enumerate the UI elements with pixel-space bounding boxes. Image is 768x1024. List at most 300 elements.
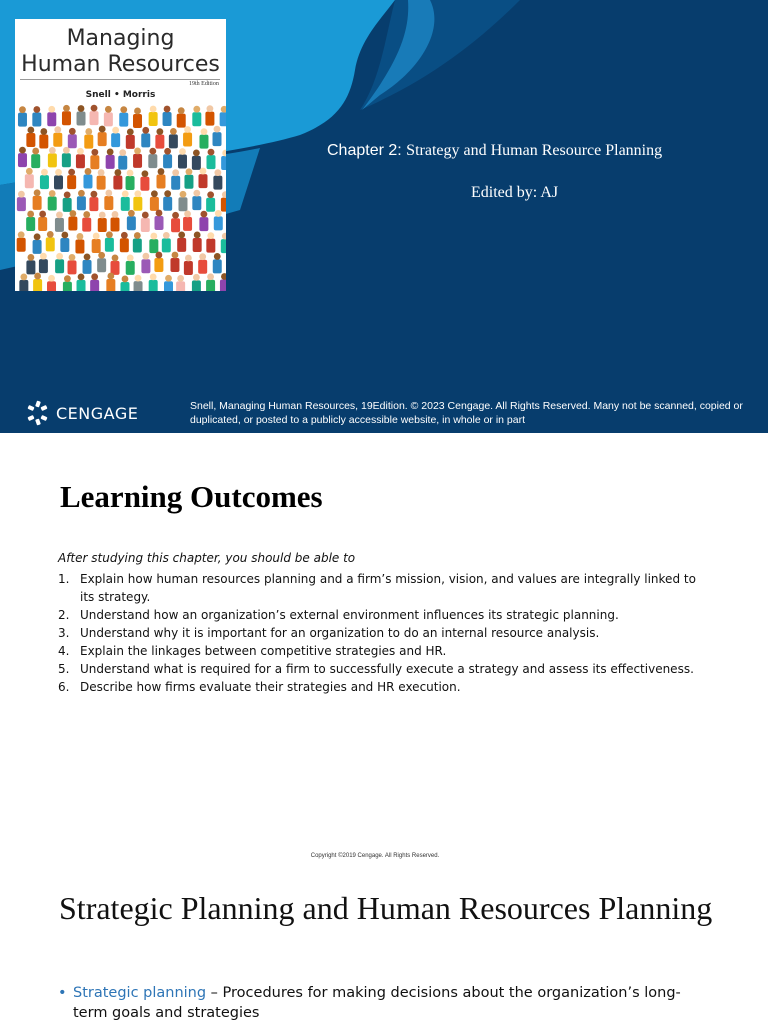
crowd-person-head [193, 106, 200, 113]
chapter-title [327, 142, 662, 160]
crowd-person-body [133, 154, 142, 168]
slide1-copyright: Snell, Managing Human Resources, 19Edition. © 2023 Cengage. All Rights Reserved. Many not be scanned, copied or duplicated, or posted to a publicly accessible website, in whole or in part [190, 400, 743, 426]
crowd-person-body [118, 156, 127, 170]
crowd-person-body [154, 258, 163, 272]
list-item-number: 6. [58, 680, 70, 694]
list-item-text: Understand why it is important for an organization to do an internal resource analysis. [80, 626, 600, 640]
crowd-person-head [156, 128, 163, 135]
crowd-person-body [68, 216, 77, 230]
crowd-person-body [163, 112, 172, 126]
crowd-person-head [150, 233, 157, 240]
crowd-person-body [113, 176, 122, 190]
crowd-person-body [163, 154, 172, 168]
crowd-person-head [49, 190, 56, 197]
book-cover [15, 19, 226, 291]
crowd-person-head [119, 149, 126, 156]
crowd-person-body [214, 216, 223, 230]
crowd-person-head [127, 128, 134, 135]
crowd-person-head [165, 275, 172, 282]
crowd-person-head [184, 126, 191, 133]
crowd-person-head [164, 106, 171, 113]
crowd-person-head [41, 169, 48, 176]
crowd-person-head [142, 170, 149, 177]
bullet-point [58, 983, 713, 1023]
crowd-person-body [141, 133, 150, 147]
crowd-person-body [171, 218, 180, 232]
list-item-number: 3. [58, 626, 70, 640]
crowd-person-head [164, 190, 171, 197]
crowd-person-head [194, 232, 201, 239]
crowd-person-head [170, 128, 177, 135]
crowd-person-body [140, 177, 149, 191]
crowd-person-body [141, 218, 150, 232]
crowd-person-head [172, 252, 179, 259]
learning-outcomes-slide [0, 433, 768, 866]
crowd-person-body [221, 156, 226, 170]
crowd-person-body [171, 176, 180, 190]
book-title-line2: Human Resources [21, 52, 220, 77]
crowd-person-body [82, 218, 91, 232]
crowd-person-body [164, 281, 173, 291]
crowd-person-head [20, 274, 27, 281]
crowd-person-head [120, 106, 127, 113]
crowd-person-head [128, 210, 135, 217]
crowd-person-body [47, 281, 56, 291]
crowd-person-body [106, 155, 115, 169]
crowd-person-body [220, 112, 226, 126]
outcomes-intro: After studying this chapter, you should be able to [58, 551, 356, 565]
crowd-person-head [19, 106, 26, 113]
crowd-person-body [62, 111, 71, 125]
crowd-person-head [150, 273, 157, 280]
crowd-person-head [208, 149, 215, 156]
crowd-person-head [63, 147, 70, 154]
bullet-icon: • [58, 985, 67, 1001]
crowd-person-head [49, 147, 56, 154]
crowd-person-body [54, 175, 63, 189]
crowd-person-body [68, 260, 77, 274]
crowd-person-body [162, 238, 171, 252]
crowd-person-body [63, 198, 72, 212]
crowd-person-head [156, 210, 163, 217]
crowd-person-body [133, 114, 142, 128]
crowd-person-body [83, 260, 92, 274]
crowd-person-body [155, 216, 164, 230]
crowd-person-body [18, 113, 27, 127]
crowd-person-body [39, 135, 48, 149]
crowd-person-body [46, 237, 55, 251]
crowd-person-head [214, 126, 221, 133]
crowd-person-body [111, 217, 120, 231]
crowd-person-head [127, 254, 134, 261]
bullet-term: Strategic planning [73, 985, 207, 1001]
crowd-person-body [126, 176, 135, 190]
crowd-person-body [126, 261, 135, 275]
crowd-person-head [33, 106, 40, 113]
crowd-person-body [155, 135, 164, 149]
crowd-person-body [221, 239, 226, 253]
crowd-person-head [77, 148, 84, 155]
crowd-person-head [64, 191, 71, 198]
crowd-person-head [215, 210, 222, 217]
crowd-person-body [192, 112, 201, 126]
crowd-person-head [34, 273, 41, 280]
crowd-person-body [149, 239, 158, 253]
crowd-person-body [98, 132, 107, 146]
cengage-logo-text: CENGAGE [56, 404, 139, 423]
crowd-person-body [31, 154, 40, 168]
crowd-person-head [178, 107, 185, 114]
crowd-person-head [193, 150, 200, 157]
book-cover-title [15, 26, 226, 78]
crowd-person-head [200, 211, 207, 218]
crowd-person-body [183, 217, 192, 231]
crowd-person-head [48, 275, 55, 282]
crowd-person-head [112, 127, 119, 134]
crowd-person-body [220, 280, 226, 291]
crowd-person-head [114, 169, 121, 176]
list-item-text: Explain the linkages between competitive strategies and HR. [80, 644, 447, 658]
crowd-person-head [149, 148, 156, 155]
crowd-person-head [55, 169, 62, 176]
crowd-person-body [40, 175, 49, 189]
crowd-person-head [32, 148, 39, 155]
outcomes-list [58, 570, 708, 696]
crowd-person-body [134, 281, 143, 291]
crowd-person-body [183, 132, 192, 146]
book-title-line1: Managing [66, 26, 175, 51]
crowd-person-head [143, 253, 150, 260]
crowd-person-head [134, 232, 141, 239]
crowd-person-body [199, 217, 208, 231]
crowd-person-body [84, 135, 93, 149]
crowd-person-body [213, 176, 222, 190]
crowd-person-head [39, 211, 46, 218]
chapter-name: Strategy and Human Resource Planning [406, 142, 663, 159]
crowd-person-body [55, 218, 64, 232]
crowd-person-head [150, 106, 157, 113]
crowd-person-body [176, 281, 185, 291]
crowd-person-head [158, 168, 165, 175]
crowd-person-body [198, 260, 207, 274]
crowd-person-body [26, 217, 35, 231]
edited-by: Edited by: AJ [471, 184, 559, 201]
crowd-person-head [98, 252, 105, 259]
crowd-person-body [38, 217, 47, 231]
crowd-person-head [177, 275, 184, 282]
crowd-person-head [185, 255, 192, 262]
crowd-person-body [104, 112, 113, 126]
crowd-person-head [105, 190, 112, 197]
crowd-person-head [40, 128, 47, 135]
crowd-person-body [184, 261, 193, 275]
crowd-person-head [47, 231, 54, 238]
crowd-person-head [69, 210, 76, 217]
crowd-person-head [83, 211, 90, 218]
crowd-person-body [33, 240, 42, 254]
crowd-person-body [92, 239, 101, 253]
crowd-person-body [26, 133, 35, 147]
crowd-person-head [91, 273, 98, 280]
slide2-copyright: Copyright ©2019 Cengage. All Rights Reserved. [310, 853, 440, 859]
crowd-person-head [112, 255, 119, 262]
crowd-person-head [184, 211, 191, 218]
crowd-person-body [90, 280, 99, 291]
crowd-person-body [199, 135, 208, 149]
crowd-person-body [126, 135, 135, 149]
crowd-person-body [25, 174, 34, 188]
list-item-number: 2. [58, 608, 70, 622]
crowd-person-head [68, 169, 75, 176]
crowd-person-body [120, 282, 129, 291]
crowd-person-body [206, 198, 215, 212]
crowd-person-body [119, 113, 128, 127]
bullet-text: – Procedures for making decisions about the organization’s long-term goals and strategies [73, 985, 681, 1021]
crowd-person-head [78, 105, 85, 112]
crowd-person-head [27, 211, 34, 218]
crowd-person-body [48, 196, 57, 210]
crowd-person-head [107, 273, 114, 280]
crowd-person-body [48, 153, 57, 167]
crowd-person-head [163, 232, 170, 239]
crowd-person-head [107, 149, 114, 156]
crowd-person-body [18, 153, 27, 167]
crowd-person-body [105, 238, 114, 252]
crowd-person-head [127, 170, 134, 177]
crowd-person-body [77, 280, 86, 291]
list-item-text: Describe how firms evaluate their strategies and HR execution. [80, 680, 461, 694]
crowd-person-body [205, 112, 214, 126]
crowd-person-head [164, 148, 171, 155]
crowd-person-head [178, 231, 185, 238]
cengage-logo-icon [26, 400, 50, 426]
crowd-person-head [85, 168, 92, 175]
list-item-text: Understand what is required for a firm to successfully execute a strategy and assess its effectiveness. [80, 662, 694, 676]
crowd-person-body [213, 132, 222, 146]
crowd-person-head [61, 232, 68, 239]
crowd-person-head [193, 274, 200, 281]
title-slide [0, 0, 768, 433]
crowd-person-body [178, 154, 187, 168]
crowd-person-body [104, 196, 113, 210]
crowd-person-body [63, 282, 72, 291]
crowd-person-head [134, 148, 141, 155]
crowd-person-body [75, 239, 84, 253]
crowd-person-body [62, 153, 71, 167]
crowd-person-head [222, 150, 226, 157]
crowd-person-body [184, 175, 193, 189]
crowd-person-body [55, 259, 64, 273]
crowd-person-head [200, 168, 207, 175]
crowd-person-head [207, 232, 214, 239]
crowd-person-head [69, 128, 76, 135]
list-item-text: Understand how an organization’s external environment influences its strategic planning. [80, 608, 619, 622]
crowd-person-head [34, 233, 41, 240]
crowd-person-head [193, 190, 200, 197]
slide-title: Strategic Planning and Human Resources Planning [59, 890, 713, 926]
crowd-person-body [169, 134, 178, 148]
crowd-person-head [93, 233, 100, 240]
crowd-person-body [17, 197, 26, 211]
crowd-person-head [99, 126, 106, 133]
crowd-person-body [149, 280, 158, 291]
crowd-person-body [98, 218, 107, 232]
crowd-person-body [133, 238, 142, 252]
crowd-person-body [133, 197, 142, 211]
crowd-person-head [151, 190, 158, 197]
crowd-person-body [77, 111, 86, 125]
crowd-person-head [142, 212, 149, 219]
crowd-person-body [206, 280, 215, 291]
crowd-person-head [18, 231, 25, 238]
crowd-person-head [56, 253, 63, 260]
list-item-number: 1. [58, 572, 70, 586]
crowd-person-head [34, 189, 41, 196]
book-authors: Snell • Morris [85, 90, 156, 100]
crowd-person-head [78, 190, 85, 197]
crowd-person-head [122, 276, 129, 283]
crowd-person-body [33, 279, 42, 291]
crowd-person-head [48, 106, 55, 113]
crowd-person-head [221, 106, 226, 113]
crowd-person-body [90, 155, 99, 169]
crowd-person-head [54, 126, 61, 133]
list-item-number: 4. [58, 644, 70, 658]
crowd-person-body [32, 113, 41, 127]
crowd-person-head [91, 191, 98, 198]
list-item-number: 5. [58, 662, 70, 676]
crowd-person-body [111, 133, 120, 147]
crowd-person-body [150, 197, 159, 211]
crowd-person-head [222, 233, 226, 240]
crowd-person-head [85, 128, 92, 135]
crowd-person-body [17, 238, 26, 252]
crowd-person-head [180, 191, 187, 198]
crowd-person-body [177, 238, 186, 252]
slide-title: Learning Outcomes [60, 479, 323, 514]
crowd-person-head [214, 169, 221, 176]
crowd-person-head [27, 127, 34, 134]
crowd-person-head [201, 128, 208, 135]
crowd-person-head [18, 191, 25, 198]
crowd-person-head [106, 231, 113, 238]
crowd-person-body [170, 258, 179, 272]
crowd-person-body [206, 239, 215, 253]
cover-divider [20, 79, 220, 80]
crowd-person-body [97, 176, 106, 190]
crowd-person-head [78, 273, 85, 280]
crowd-person-body [163, 197, 172, 211]
crowd-person-body [89, 197, 98, 211]
crowd-person-head [179, 148, 186, 155]
crowd-person-body [177, 114, 186, 128]
crowd-person-head [222, 191, 226, 198]
crowd-person-head [135, 275, 142, 282]
list-item [58, 642, 708, 660]
crowd-person-head [69, 254, 76, 261]
crowd-person-body [77, 196, 86, 210]
list-item [58, 606, 708, 624]
crowd-person-head [172, 212, 179, 219]
crowd-person-body [206, 155, 215, 169]
crowd-illustration [15, 104, 226, 291]
crowd-person-head [105, 106, 112, 113]
cengage-logo [26, 400, 141, 428]
crowd-person-head [98, 169, 105, 176]
crowd-person-body [148, 154, 157, 168]
crowd-person-body [106, 279, 115, 291]
crowd-person-body [149, 112, 158, 126]
crowd-person-head [214, 253, 221, 260]
crowd-person-body [76, 154, 85, 168]
crowd-person-head [122, 190, 129, 197]
crowd-person-head [19, 147, 26, 154]
crowd-person-body [121, 197, 130, 211]
crowd-person-head [91, 105, 98, 112]
crowd-person-head [121, 232, 128, 239]
crowd-person-body [33, 196, 42, 210]
crowd-person-body [97, 258, 106, 272]
crowd-person-head [26, 168, 33, 175]
crowd-person-head [172, 169, 179, 176]
crowd-person-head [156, 252, 163, 259]
crowd-person-head [186, 168, 193, 175]
crowd-person-body [156, 175, 165, 189]
crowd-person-body [19, 280, 28, 291]
crowd-person-head [207, 105, 214, 112]
chapter-label: Chapter 2: [327, 142, 402, 159]
crowd-person-head [63, 105, 70, 112]
crowd-person-body [213, 259, 222, 273]
crowd-person-body [53, 133, 62, 147]
crowd-person-body [120, 238, 129, 252]
crowd-person-head [91, 149, 98, 156]
crowd-person-body [178, 197, 187, 211]
crowd-person-body [60, 238, 69, 252]
crowd-person-head [199, 253, 206, 260]
crowd-person-body [68, 134, 77, 148]
list-item-text: Explain how human resources planning and a firm’s mission, vision, and values are integrally linked to its strategy. [80, 572, 696, 604]
crowd-person-head [207, 191, 214, 198]
strategic-planning-slide [0, 866, 768, 1024]
crowd-person-head [112, 211, 119, 218]
crowd-person-head [134, 108, 141, 115]
crowd-person-head [207, 273, 214, 280]
crowd-person-head [40, 253, 47, 260]
crowd-person-body [47, 112, 56, 126]
crowd-person-head [77, 233, 84, 240]
crowd-person-body [39, 259, 48, 273]
crowd-person-head [99, 212, 106, 219]
crowd-person-head [84, 253, 91, 260]
list-item [58, 570, 708, 606]
crowd-person-head [221, 273, 226, 280]
crowd-person-body [192, 196, 201, 210]
crowd-person-body [221, 198, 226, 212]
crowd-person-head [56, 211, 63, 218]
book-edition: 19th Edition [189, 81, 219, 87]
crowd-person-body [90, 111, 99, 125]
crowd-person-body [127, 216, 136, 230]
crowd-person-body [193, 238, 202, 252]
crowd-person-body [26, 260, 35, 274]
crowd-person-body [198, 174, 207, 188]
crowd-person-head [134, 190, 141, 197]
crowd-person-body [67, 175, 76, 189]
crowd-person-head [64, 275, 71, 282]
crowd-person-body [192, 280, 201, 291]
crowd-person-body [141, 259, 150, 273]
